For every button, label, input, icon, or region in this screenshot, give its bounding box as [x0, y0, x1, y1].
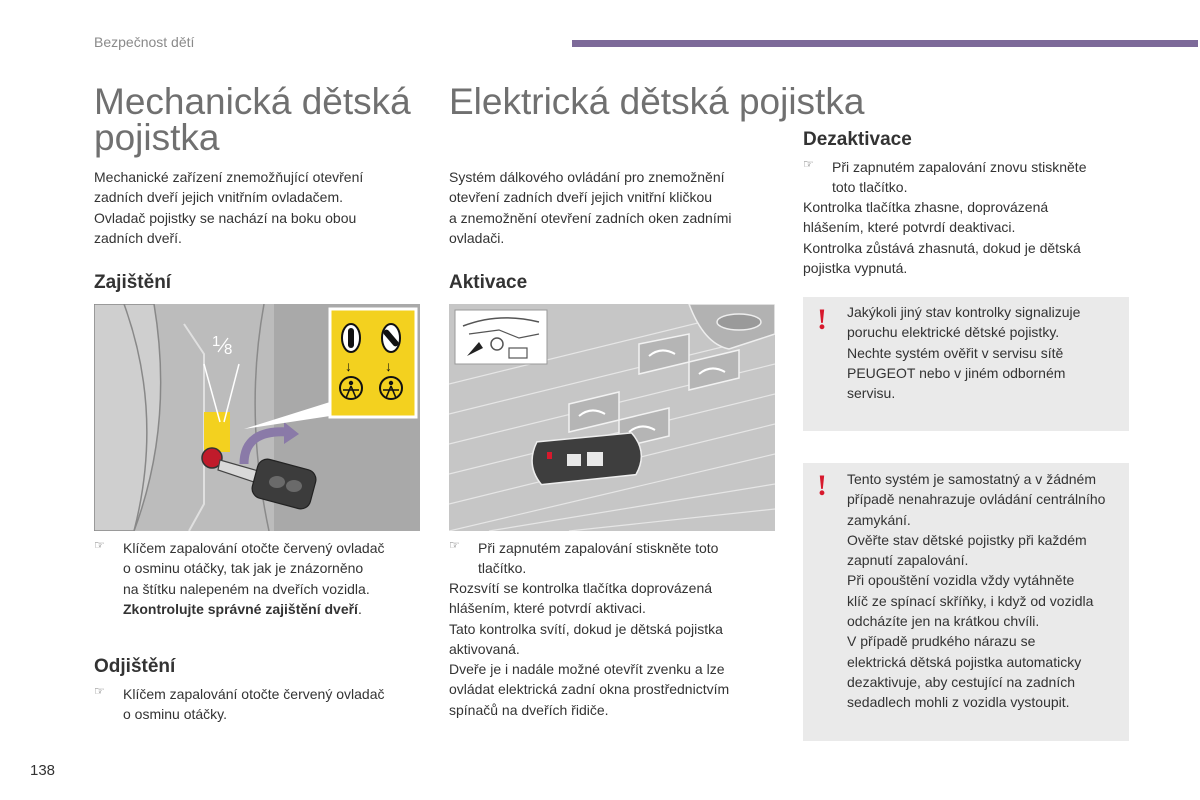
bullet-icon: ☞ — [94, 538, 105, 552]
electric-lock-title: Elektrická dětská pojistka — [449, 81, 865, 122]
unlock-heading: Odjištění — [94, 656, 176, 677]
electric-intro: Systém dálkového ovládání pro znemožnění otevření zadních dveří jejich vnitřní kličkou a znemožnění otevření zadních oken zadními ovladači. — [449, 169, 732, 246]
bullet-icon: ☞ — [94, 684, 105, 698]
mechanical-intro: Mechanické zařízení znemožňující otevření zadních dveří jejich vnitřním ovladačem. Ovladač pojistky se nachází na boku obou zadních dveří. — [94, 169, 364, 246]
header-accent-bar — [572, 40, 1198, 47]
svg-text:↓: ↓ — [345, 358, 352, 374]
warning-box-fault: ! Jakýkoli jiný stav kontrolky signalizuje poruchu elektrické dětské pojistky. Nechte systém ověřit v servisu sítě PEUGEOT nebo v jiném odborném servisu. — [803, 297, 1129, 431]
lock-check-text: Zkontrolujte správné zajištění dveří — [123, 600, 358, 617]
page-number: 138 — [30, 762, 56, 779]
lock-heading: Zajištění — [94, 272, 172, 293]
bullet-icon: ☞ — [449, 538, 460, 552]
unlock-step: ☞ Klíčem zapalování otočte červený ovladač o osminu otáčky. — [94, 684, 385, 723]
deactivation-heading: Dezaktivace — [803, 129, 912, 150]
mechanical-lock-figure — [94, 304, 420, 531]
warning-icon: ! — [817, 469, 827, 502]
svg-text:↓: ↓ — [385, 358, 392, 374]
mechanical-lock-title: Mechanická dětská pojistka — [94, 81, 411, 158]
deactivation-step: ☞ Při zapnutém zapalování znovu stiskněte toto tlačítko. — [803, 157, 1087, 196]
warning-icon: ! — [817, 303, 827, 336]
activation-text: Rozsvítí se kontrolka tlačítka doprovázená hlášením, které potvrdí aktivaci. Tato kontrolka svítí, dokud je dětská pojistka aktivovaná. Dveře je i nadále možné otevřít zvenku a lze ovládat elektrická zadní okna prostřednictvím spínačů na dveřích řidiče. — [449, 580, 730, 718]
fraction-denominator: 8 — [224, 341, 233, 358]
deactivation-text: Kontrolka tlačítka zhasne, doprovázená hlášením, které potvrdí deaktivaci. Kontrolka zůstává zhasnutá, dokud je dětská pojistka vypnutá. — [803, 199, 1081, 276]
lock-step: ☞ Klíčem zapalování otočte červený ovladač o osminu otáčky, tak jak je znázorněno na štítku nalepeném na dveřích vozidla. Zkontrolujte správné zajištění dveří. — [94, 538, 385, 617]
activation-step: ☞ Při zapnutém zapalování stiskněte toto tlačítko. — [449, 538, 719, 577]
warning-box-info: ! Tento systém je samostatný a v žádném případě nenahrazuje ovládání centrálního zamykání. Ověřte stav dětské pojistky při každém zapnutí zapalování. Při opouštění vozidla vždy vytáhněte klíč ze spínací skříňky, i když od vozidla odcházíte jen na krátkou chvíli. V případě prudkého nárazu se elektrická dětská pojistka automaticky dezaktivuje, aby cestující na zadních sedadlech mohli z vozidla vystoupit. — [803, 463, 1129, 741]
fraction-numerator: 1 — [212, 333, 221, 350]
bullet-icon: ☞ — [803, 157, 814, 171]
activation-heading: Aktivace — [449, 272, 528, 293]
door-switch-figure — [449, 304, 775, 531]
section-label: Bezpečnost dětí — [94, 34, 195, 50]
